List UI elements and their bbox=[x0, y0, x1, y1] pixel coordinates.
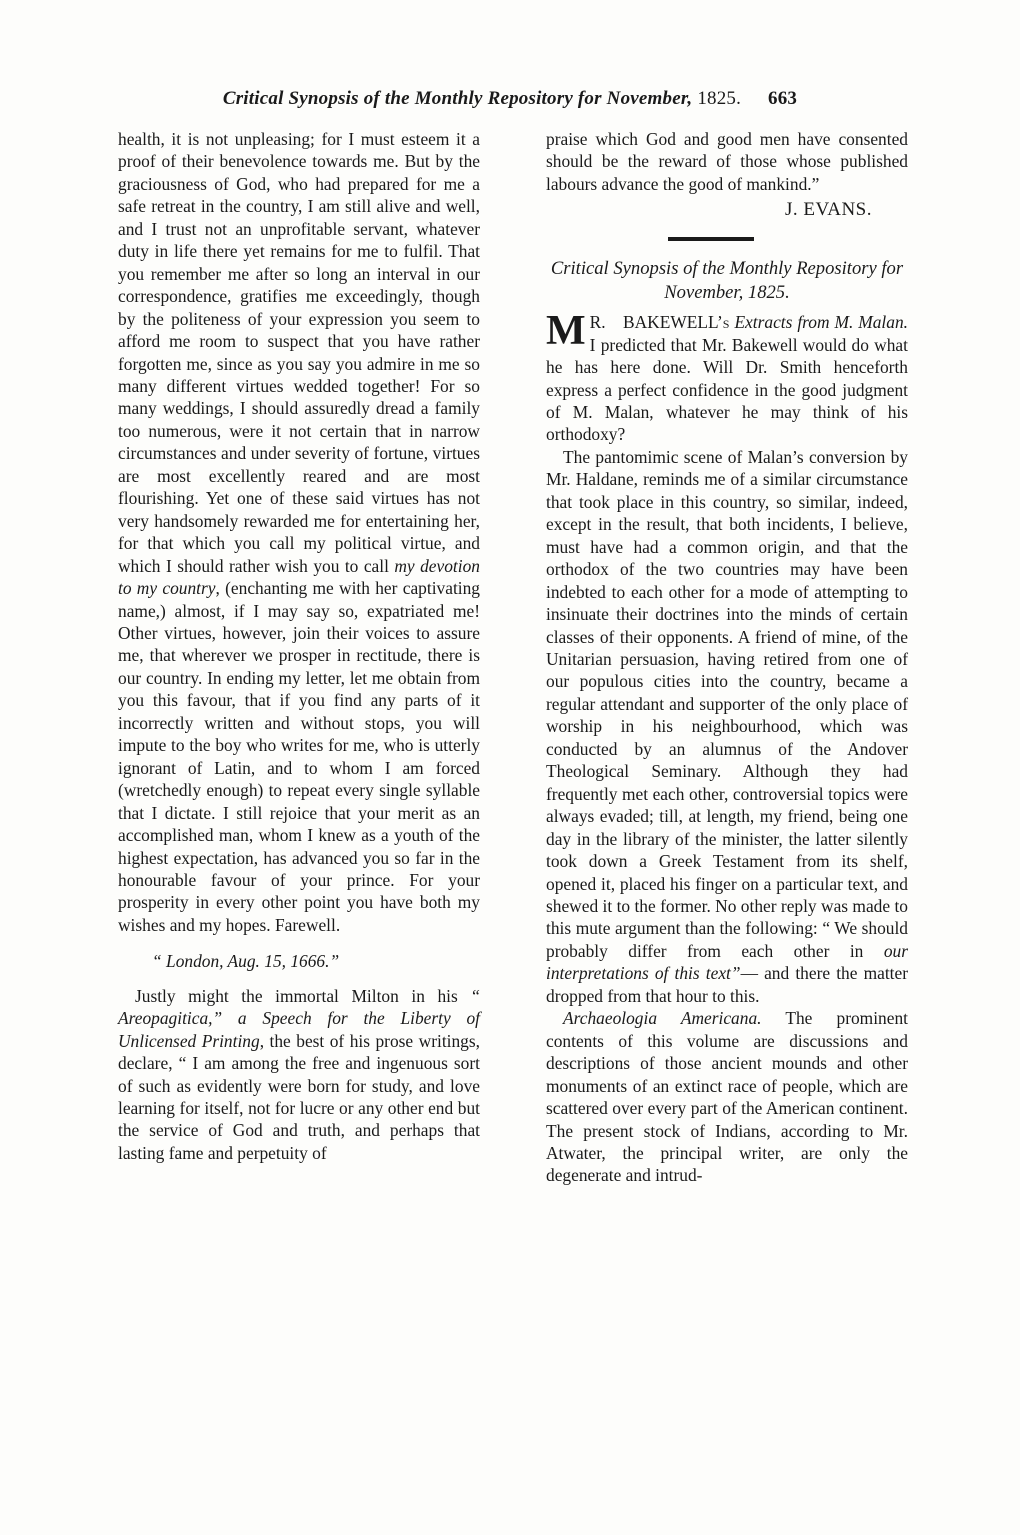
left-paragraph-2-italic: “ Areopagitica,” a Speech for the Liberty of Unlicensed Printing bbox=[118, 985, 480, 1051]
running-head-year: 1825. bbox=[697, 88, 742, 109]
left-paragraph-1-text: health, it is not unpleasing; for I must esteem it a proof of their benevolence towards me. But by the graciousness of God, who had prepared for me a safe retreat in the country, I am still alive and well, and I trust not an unprofitable servant, whatever duty in life there yet remains for me to fulfil. That you remember me after so long an interval in our correspondence, gratifies me exceedingly, though by the politeness of your expression you seem to afford me room to suspect that you have rather forgotten me, since as you say you admire in me so many different virtues wedded together! For so many weddings, I should assuredly dread a family too numerous, were it not certain that in narrow circumstances and under severity of fortune, virtues are most excellently reared and are most flourishing. Yet one of these said virtues has not very handsomely rewarded me for entertaining her, for that which you call my political virtue, and which I should rather wish you to call bbox=[118, 129, 480, 576]
letter-dateline: “ London, Aug. 15, 1666.” bbox=[152, 951, 340, 972]
right-paragraph-4-text: The prominent contents of this volume are discussions and descriptions of those ancient mounds and other monuments of an extinct race of people, which are scattered over every part of the American continent. The present stock of Indians, according to Mr. Atwater, the principal writer, are only the degenerate and intrud- bbox=[546, 1008, 908, 1186]
section-divider-rule bbox=[668, 237, 754, 241]
right-paragraph-4-italic: Archaeologia Americana. bbox=[563, 1008, 762, 1029]
right-paragraph-3-italic: our interpretations of this text” bbox=[546, 940, 908, 984]
left-column bbox=[118, 128, 480, 1164]
left-paragraph-1-cont: , (enchanting me with her captivating name,) almost, if I may say so, expatriated me! Other virtues, however, join their voices to assure me, that wherever we prosper in rectitude, there is our country. In ending my letter, let me obtain from you this favour, that if you find any parts of it incorrectly written and without stops, you will impute to the boy who writes for me, who is utterly ignorant of Latin, and to whom I am forced (wretchedly enough) to repeat every single syllable that I dictate. I still rejoice that your merit as an accomplished man, whom I knew as a youth of the highest expectation, has advanced you so far in the honourable favour of your prince. For your prosperity in every other point you have both my wishes and my hopes. Farewell. bbox=[118, 578, 480, 935]
right-paragraph-2-italic: Extracts from M. Malan. bbox=[734, 312, 908, 333]
right-paragraph-1: praise which God and good men have consented should be the reward of those whose published labours advance the good of mankind.” bbox=[546, 129, 908, 194]
left-paragraph-1 bbox=[118, 128, 480, 936]
right-paragraph-3-text: The pantomimic scene of Malan’s conversion by Mr. Haldane, reminds me of a similar circumstance that took place in this country, so similar, indeed, except in the result, that both incidents, I believe, must have had a common origin, and that the orthodox of the two countries may have been indebted to each other for a mode of attempting to insinuate their doctrines into the minds of certain classes of their opponents. A friend of mine, of the Unitarian persuasion, having retired from one of our populous cities into the country, became a regular attendant and supporter of the only place of worship in his neighbourhood, which was conducted by an alumnus of the Andover Theological Seminary. Although they had frequently met each other, controversial topics were always evaded; till, at length, my friend, being one day in the library of the minister, the latter silently took down a Greek Testament from its shelf, opened it, placed his finger on a particular text, and shewed it to the former. No other reply was made to this mute argument than the following: “ We should probably differ from each other in bbox=[546, 446, 908, 961]
right-paragraph-3-cont: — and there the matter dropped from that hour to this. bbox=[546, 963, 909, 1006]
page-number: 663 bbox=[768, 88, 798, 109]
section-heading: Critical Synopsis of the Monthly Repository for November, 1825. bbox=[550, 257, 904, 304]
left-paragraph-2 bbox=[118, 985, 480, 1165]
left-paragraph-1-italic: my devotion to my country bbox=[118, 555, 480, 599]
right-paragraph-3 bbox=[546, 446, 908, 1007]
running-head-title: Critical Synopsis of the Monthly Repository for November, bbox=[222, 88, 693, 109]
right-paragraph-4 bbox=[546, 1007, 908, 1187]
right-column bbox=[546, 128, 908, 1187]
right-paragraph-2-text-a: R. BAKEWELL’s bbox=[589, 312, 735, 333]
left-paragraph-2-text-a: Justly might the immortal Milton in his bbox=[135, 985, 471, 1006]
running-head bbox=[0, 88, 1020, 110]
left-paragraph-2-text-b: , the best of his prose writings, declare, “ I am among the free and ingenuous sort of such as evidently were born for study, and love learning for itself, not for lucre or any other end but the service of God and truth, and perhaps that lasting fame and perpetuity of bbox=[118, 1030, 480, 1163]
author-signature: J. EVANS. bbox=[784, 199, 872, 221]
right-paragraph-2-text-b: I predicted that Mr. Bakewell would do what he has here done. Will Dr. Smith henceforth express a perfect confidence in the good judgment of M. Malan, whatever he may think of his orthodoxy? bbox=[546, 334, 908, 445]
right-paragraph-2 bbox=[546, 308, 908, 446]
body-columns bbox=[118, 128, 908, 1418]
drop-cap: M bbox=[546, 308, 586, 355]
